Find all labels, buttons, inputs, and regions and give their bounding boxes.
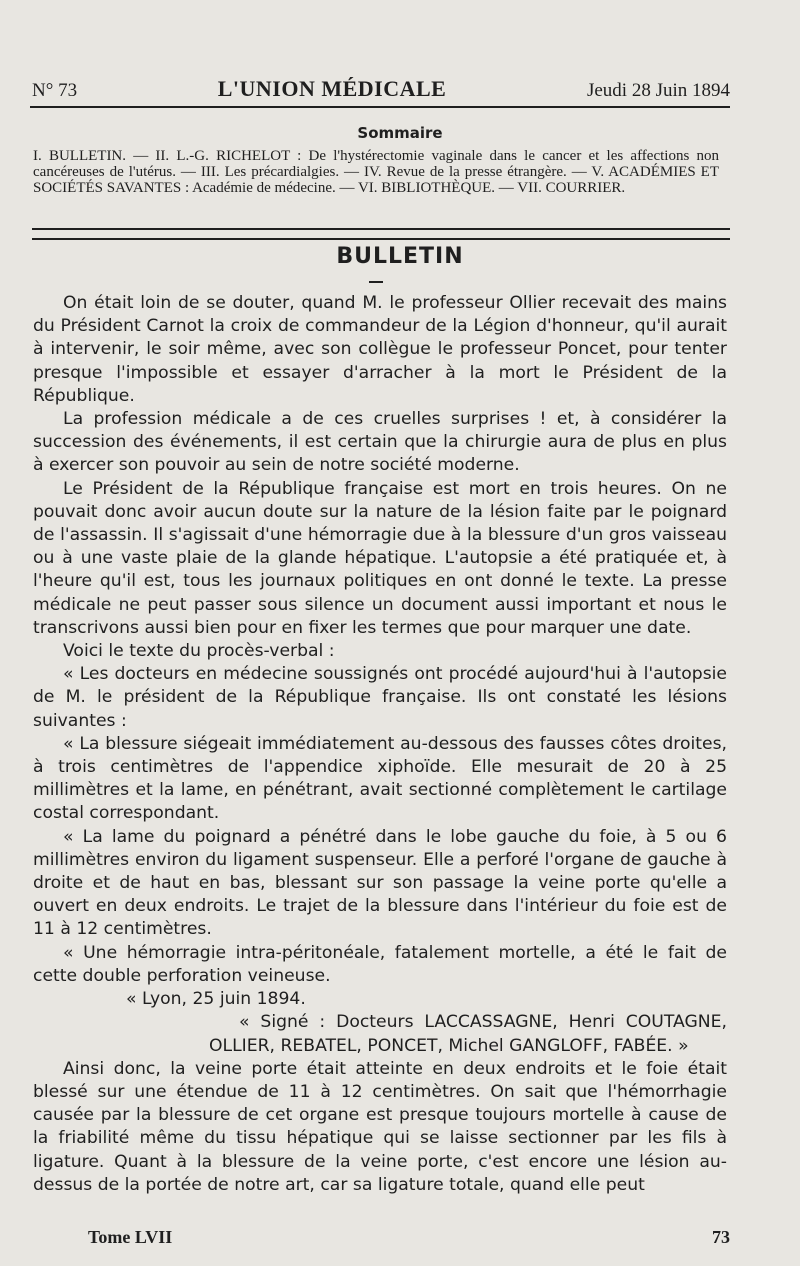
paragraph: « Les docteurs en médecine soussignés ont procédé aujourd'hui à l'autopsie de M. le président de la République française. Ils ont constaté les lésions suivantes : bbox=[33, 664, 727, 731]
issue-date: Jeudi 28 Juin 1894 bbox=[586, 80, 730, 101]
volume-label: Tome LVII bbox=[88, 1227, 173, 1247]
paragraph: « La blessure siégeait immédiatement au-dessous des fausses côtes droites, à trois centimètres de l'appendice xiphoïde. Elle mesurait de 20 à 25 millimètres et la lame, en pénétrant, avait sectionné complètement le cartilage costal correspondant. bbox=[33, 733, 727, 824]
sommaire-contents: I. BULLETIN. — II. L.-G. RICHELOT : De l'hystérectomie vaginale dans le cancer et les affections non cancéreuses de l'utérus. — III. Les précardialgies. — IV. Revue de la presse étrangère. — V. ACADÉMIES ET SOCIÉTÉS SAVANTES : Académie de médecine. — VI. BIBLIOTHÈQUE. — VII. COURRIER. bbox=[33, 148, 719, 196]
paragraph: « Une hémorragie intra-péritonéale, fatalement mortelle, a été le fait de cette double perforation veineuse. bbox=[33, 942, 727, 986]
closing-paragraph: Ainsi donc, la veine porte était atteinte en deux endroits et le foie était blessé sur une étendue de 11 à 12 centimètres. On sait que l'hémorrhagie causée par la blessure de cet organe est presque toujours mortelle à cause de la friabilité même du tissu hépatique qui se laisse sectionner par les fils à ligature. Quant à la blessure de la veine porte, c'est encore une lésion au-dessus de la portée de notre art, car sa ligature totale, quand elle peut bbox=[33, 1058, 727, 1195]
sommaire-title: Sommaire bbox=[357, 124, 443, 142]
paragraph: On était loin de se douter, quand M. le professeur Ollier recevait des mains du Président Carnot la croix de commandeur de la Légion d'honneur, qu'il aurait à intervenir, le soir même, avec son collègue le professeur Poncet, pour tenter presque l'impossible et essayer d'arracher à la mort le Président de la République. bbox=[33, 293, 727, 406]
page-footer bbox=[88, 1227, 730, 1248]
header-rule bbox=[30, 106, 730, 108]
paragraph: Le Président de la République française est mort en trois heures. On ne pouvait donc avoir aucun doute sur la nature de la lésion faite par le poignard de l'assassin. Il s'agissait d'une hémorragie due à la blessure d'un gros vaisseau ou à une vaste plaie de la glande hépatique. L'autopsie a été pratiquée et, à l'heure qu'il est, tous les journaux politiques en ont donné le texte. La presse médicale ne peut passer sous silence un document aussi important et nous le transcrivons aussi bien pour en fixer les termes que pour marquer une date. bbox=[33, 478, 727, 638]
page-header bbox=[32, 74, 730, 102]
article-body bbox=[33, 292, 727, 1197]
paragraph: Voici le texte du procès-verbal : bbox=[63, 641, 335, 662]
paragraph: La profession médicale a de ces cruelles surprises ! et, à considérer la succession des événements, il est certain que la chirurgie aura de plus en plus à exercer son pouvoir au sein de notre société moderne. bbox=[33, 409, 727, 476]
signature-date: « Lyon, 25 juin 1894. bbox=[126, 989, 306, 1010]
double-rule bbox=[32, 228, 730, 240]
paragraph: « La lame du poignard a pénétré dans le lobe gauche du foie, à 5 ou 6 millimètres environ du ligament suspenseur. Elle a perforé l'organe de gauche à droite et de haut en bas, blessant sur son passage la veine porte qu'elle a ouvert en deux endroits. Le trajet de la blessure dans l'intérieur du foie est de 11 à 12 centimètres. bbox=[33, 826, 727, 940]
title-dash bbox=[369, 281, 383, 283]
issue-number: N° 73 bbox=[32, 80, 78, 101]
bulletin-title: BULLETIN bbox=[336, 244, 464, 269]
journal-title: L'UNION MÉDICALE bbox=[217, 76, 447, 101]
page-number: 73 bbox=[712, 1227, 730, 1247]
signature-block: « Signé : Docteurs LACCASSAGNE, Henri COUTAGNE, OLLIER, REBATEL, PONCET, Michel GANGLOFF, FABÉE. » bbox=[209, 1012, 727, 1056]
